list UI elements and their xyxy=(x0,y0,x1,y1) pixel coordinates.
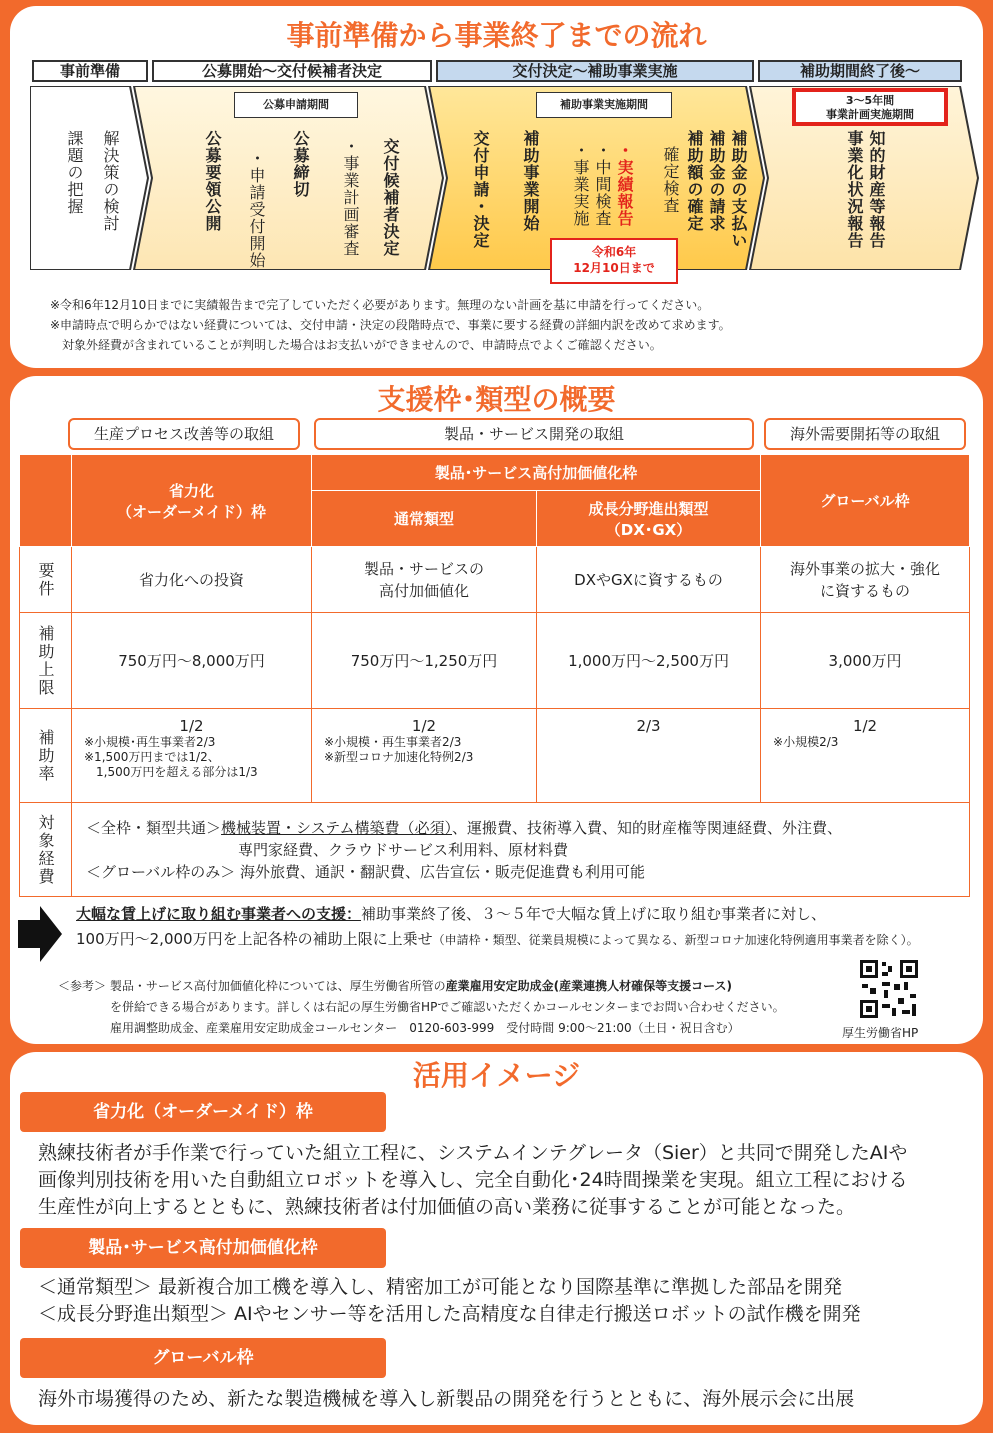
table-row xyxy=(20,613,970,709)
usage-panel xyxy=(10,1052,983,1425)
flow-step-review: ・事業計画審査 xyxy=(341,138,360,257)
right-arrow-icon xyxy=(18,906,62,966)
table-row xyxy=(20,547,970,613)
flow-step-accept: ・申請受付開始 xyxy=(247,150,266,269)
cell-rate-note-2: ※小規模・再生事業者2/3 ※新型コロナ加速化特例2/3 xyxy=(324,735,474,764)
expenses-required: 機械装置・システム構築費（必須） xyxy=(221,818,453,837)
table-corner xyxy=(20,455,72,547)
usage-text-global xyxy=(38,1386,854,1413)
note-3: 対象外経費が含まれていることが判明した場合はお支払いができませんので、申請時点でよくご確認ください。 xyxy=(62,338,662,352)
row-label-limit: 補助上限 xyxy=(36,624,55,697)
expenses-global: ＜グローバル枠のみ＞ 海外旅費、通訳・翻訳費、広告宣伝・販売促進費も利用可能 xyxy=(86,862,646,881)
cell-rate-1: 1/2 xyxy=(179,717,204,735)
cell-requirement-1: 省力化への投資 xyxy=(72,547,312,613)
usage-label-shoryoku: 省力化（オーダーメイド）枠 xyxy=(20,1092,386,1132)
flow-step-report: ・実績報告 xyxy=(615,142,634,227)
wage-support xyxy=(76,902,966,953)
phase-preparation: 事前準備 xyxy=(32,60,148,82)
reference xyxy=(58,976,858,1039)
flow-step-deadline: 公募締切 xyxy=(291,130,310,198)
cell-rate-note-4: ※小規模2/3 xyxy=(773,735,839,749)
cell-rate-4: 1/2 xyxy=(852,717,878,735)
phase-implementation: 交付決定～補助事業実施 xyxy=(436,60,754,82)
deadline-badge xyxy=(550,238,678,284)
wage-support-text1: 補助事業終了後、３～５年で大幅な賃上げに取り組む事業者に対し、 xyxy=(361,905,827,923)
usage-text-shoryoku xyxy=(38,1140,908,1221)
cell-limit-3: 1,000万円～2,500万円 xyxy=(537,613,761,709)
support-title: 支援枠･類型の概要 xyxy=(377,383,616,416)
cell-limit-4: 3,000万円 xyxy=(761,613,970,709)
flow-step-commercial: 事業化状況報告 xyxy=(845,130,864,249)
cell-rate-3: 2/3 xyxy=(636,717,661,735)
table-row xyxy=(20,803,970,897)
cell-rate-2: 1/2 xyxy=(411,717,437,735)
expenses-prefix: ＜全枠・類型共通＞ xyxy=(86,818,222,837)
header-shoryoku xyxy=(72,455,312,547)
row-label-expenses: 対象経費 xyxy=(36,813,55,886)
cell-expenses xyxy=(72,803,970,897)
reference-bold: 産業雇用安定助成金(産業連携人材確保等支援コース) xyxy=(445,979,732,993)
row-label-requirement: 要件 xyxy=(36,561,55,598)
flow-step-inspect: 確定検査 xyxy=(661,146,680,214)
usage-line: ＜成長分野進出類型＞ AIやセンサー等を活用した高精度な自律走行搬送ロボットの試作機を開発 xyxy=(38,1303,861,1325)
flow-step-ip: 知的財産等報告 xyxy=(867,130,886,249)
flow-panel xyxy=(10,6,983,368)
usage-line: 画像判別技術を用いた自動組立ロボットを導入し、完全自動化･24時間操業を実現。組立工程における xyxy=(38,1169,908,1191)
usage-line: ＜通常類型＞ 最新複合加工機を導入し、精密加工が可能となり国際基準に準拠した部品を開発 xyxy=(38,1276,843,1298)
row-label-rate: 補助率 xyxy=(36,728,55,783)
usage-label-product: 製品･サービス高付加価値化枠 xyxy=(20,1228,386,1268)
cell-limit-2: 750万円～1,250万円 xyxy=(312,613,537,709)
usage-label-global: グローバル枠 xyxy=(20,1338,386,1378)
wage-support-note: （申請枠・類型、従業員規模によって異なる、新型コロナ加速化特例適用事業者を除く）。 xyxy=(432,933,919,947)
reference-line3: 雇用調整助成金、産業雇用安定助成金コールセンター 0120-603-999 受付時間 9:00～21:00（土日・祝日含む） xyxy=(110,1021,740,1035)
header-growth-1: 成長分野進出類型 xyxy=(588,499,709,518)
cell-requirement-3: DXやGXに資するもの xyxy=(537,547,761,613)
flow-title: 事前準備から事業終了までの流れ xyxy=(286,19,707,52)
table-row xyxy=(20,709,970,803)
flow-step-midcheck: ・中間検査 xyxy=(593,142,612,227)
period-application: 公募申請期間 xyxy=(234,92,358,118)
flow-step-execute: ・事業実施 xyxy=(571,142,590,227)
flow-step-fix: 補助額の確定 xyxy=(685,130,704,232)
header-shoryoku-2: （オーダーメイド）枠 xyxy=(117,502,266,521)
flow-step-claim: 補助金の請求 xyxy=(707,130,726,232)
flow-step-solution: 解決策の検討 xyxy=(101,130,120,232)
category-global: 海外需要開拓等の取組 xyxy=(764,418,966,450)
note-2: ※申請時点で明らかではない経費については、交付申請・決定の段階時点で、事業に要する経費の詳細内訳を改めて求めます。 xyxy=(50,318,731,332)
category-process: 生産プロセス改善等の取組 xyxy=(68,418,300,450)
period-post-label: 事業計画実施期間 xyxy=(826,108,914,121)
header-global: グローバル枠 xyxy=(761,455,970,547)
reference-line2: を併給できる場合があります。詳しくは右記の厚生労働省HPでご確認いただくかコールセンターまでお問い合わせください。 xyxy=(110,1000,785,1014)
support-table xyxy=(19,454,970,897)
header-growth-2: （DX･GX） xyxy=(605,520,692,539)
flow-diagram xyxy=(30,86,980,275)
flow-step-publish: 公募要領公開 xyxy=(203,130,222,232)
deadline-year: 令和6年 xyxy=(591,245,637,259)
cell-requirement-2: 製品・サービスの 高付加価値化 xyxy=(312,547,537,613)
cell-rate-note-1: ※小規模･再生事業者2/3 ※1,500万円までは1/2、 1,500万円を超える部分は1/3 xyxy=(84,735,258,779)
flow-step-grant: 交付申請・決定 xyxy=(471,130,490,249)
note-1: ※令和6年12月10日までに実績報告まで完了していただく必要があります。無理のない計画を基に申請を行ってください。 xyxy=(50,298,710,312)
support-panel xyxy=(10,376,983,1044)
expenses-line2: 専門家経費、クラウドサービス利用料、原材料費 xyxy=(238,840,569,859)
deadline-date: 12月10日まで xyxy=(573,261,655,275)
phase-post: 補助期間終了後～ xyxy=(758,60,962,82)
flow-step-payment: 補助金の支払い xyxy=(729,130,748,249)
flow-step-start: 補助事業開始 xyxy=(521,130,540,232)
cell-limit-1: 750万円～8,000万円 xyxy=(72,613,312,709)
expenses-rest: 、運搬費、技術導入費、知的財産権等関連経費、外注費、 xyxy=(452,818,843,837)
phase-application: 公募開始～交付候補者決定 xyxy=(152,60,432,82)
usage-title: 活用イメージ xyxy=(412,1059,581,1092)
wage-support-heading: 大幅な賃上げに取り組む事業者への支援： xyxy=(76,905,362,923)
usage-line: 熟練技術者が手作業で行っていた組立工程に、システムインテグレータ（Sier）と共同で開発したAIや xyxy=(38,1142,908,1164)
header-product-group: 製品･サービス高付加価値化枠 xyxy=(312,455,761,491)
period-implementation: 補助事業実施期間 xyxy=(536,92,672,118)
category-product: 製品・サービス開発の取組 xyxy=(314,418,754,450)
header-shoryoku-1: 省力化 xyxy=(168,481,214,500)
flow-arrow-prep xyxy=(30,86,148,270)
header-normal: 通常類型 xyxy=(312,491,537,547)
reference-prefix: ＜参考＞ 製品・サービス高付加価値化枠については、厚生労働省所管の xyxy=(58,979,446,993)
usage-line: 海外市場獲得のため、新たな製造機械を導入し新製品の開発を行うとともに、海外展示会に出展 xyxy=(38,1388,855,1410)
flow-step-issue: 課題の把握 xyxy=(65,130,84,215)
flow-step-candidate: 交付候補者決定 xyxy=(381,138,400,257)
period-post xyxy=(792,88,948,126)
wage-support-text2: 100万円～2,000万円を上記各枠の補助上限に上乗せ xyxy=(76,930,433,948)
usage-text-product xyxy=(38,1274,861,1328)
header-growth xyxy=(537,491,761,547)
cell-requirement-4: 海外事業の拡大・強化 に資するもの xyxy=(761,547,970,613)
period-post-years: 3～5年間 xyxy=(845,94,895,107)
qr-label: 厚生労働省HP xyxy=(842,1026,919,1040)
usage-line: 生産性が向上するとともに、熟練技術者は付加価値の高い業務に従事することが可能となった。 xyxy=(38,1196,856,1218)
qr-code-icon[interactable] xyxy=(858,958,920,1020)
